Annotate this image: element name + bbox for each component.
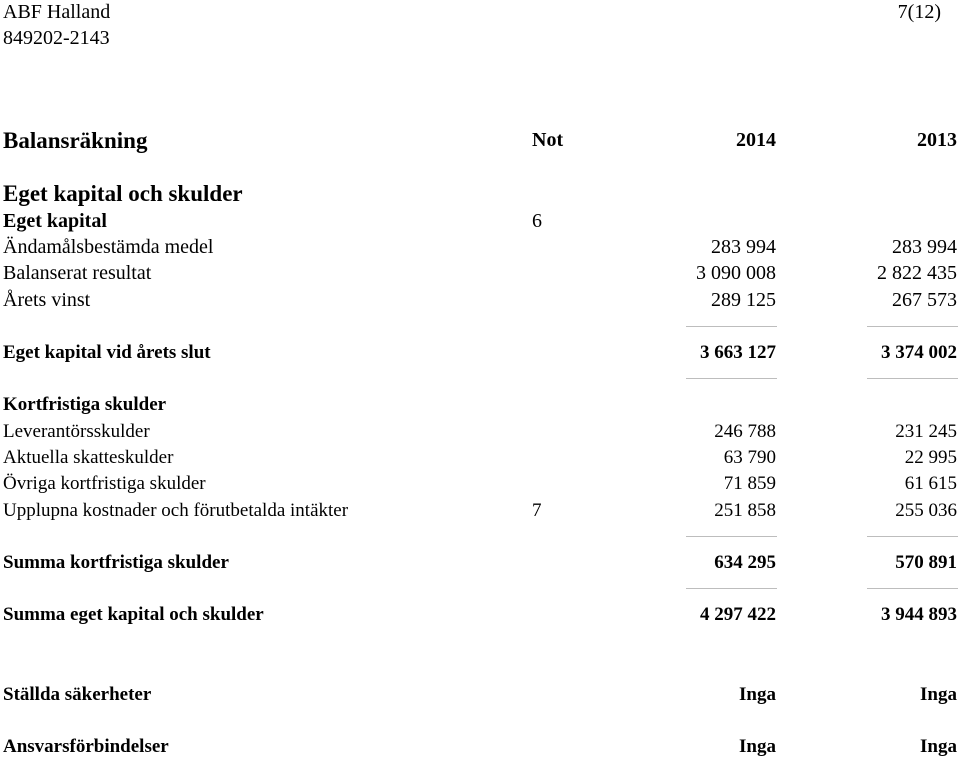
grand-total-row [0, 604, 960, 628]
row-label: Eget kapital vid årets slut [3, 342, 211, 363]
contingent-row [0, 736, 960, 760]
table-row [0, 473, 960, 497]
row-label: Övriga kortfristiga skulder [3, 473, 206, 494]
note-reference: 7 [532, 500, 542, 521]
value-2013: 3 374 002 [881, 342, 957, 363]
value-2013: 22 995 [904, 447, 957, 468]
value-2014: 634 295 [714, 552, 776, 573]
row-label: Upplupna kostnader och förutbetalda intäkter [3, 500, 349, 521]
value-2013: Inga [920, 684, 957, 705]
value-2014: 4 297 422 [700, 604, 776, 625]
org-number: 849202-2143 [3, 27, 110, 49]
liabilities-heading-row [0, 394, 960, 418]
table-row [0, 289, 960, 313]
row-label: Ändamålsbestämda medel [3, 236, 214, 258]
value-2013: 283 994 [892, 236, 957, 258]
value-2013: 3 944 893 [881, 604, 957, 625]
org-name: ABF Halland [3, 1, 111, 23]
divider [867, 536, 958, 537]
equity-total-row [0, 342, 960, 366]
value-2014: 283 994 [711, 236, 776, 258]
table-row [0, 500, 960, 524]
page-title: Balansräkning [3, 128, 148, 153]
divider [686, 378, 777, 379]
value-2014: Inga [739, 684, 776, 705]
value-2013: Inga [920, 736, 957, 757]
value-2014: 246 788 [714, 421, 776, 442]
equity-heading: Eget kapital [3, 210, 107, 232]
divider [686, 326, 777, 327]
row-label: Balanserat resultat [3, 262, 152, 284]
page-number: 7(12) [897, 1, 941, 23]
value-2013: 61 615 [904, 473, 957, 494]
row-label: Summa eget kapital och skulder [3, 604, 264, 625]
row-label: Leverantörsskulder [3, 421, 150, 442]
value-2013: 570 891 [895, 552, 957, 573]
value-2013: 231 245 [895, 421, 957, 442]
value-2014: 3 663 127 [700, 342, 776, 363]
value-2013: 2 822 435 [877, 262, 957, 284]
balance-sheet-header [0, 128, 960, 152]
value-2014: 3 090 008 [696, 262, 776, 284]
row-label: Summa kortfristiga skulder [3, 552, 229, 573]
divider [867, 588, 958, 589]
value-2014: 289 125 [711, 289, 776, 311]
equity-heading-row [0, 210, 960, 234]
row-label: Aktuella skatteskulder [3, 447, 174, 468]
divider [867, 378, 958, 379]
liabilities-heading: Kortfristiga skulder [3, 394, 167, 415]
table-row [0, 262, 960, 286]
divider [686, 536, 777, 537]
table-row [0, 236, 960, 260]
value-2014: 251 858 [714, 500, 776, 521]
table-row [0, 421, 960, 445]
value-2014: 71 859 [723, 473, 776, 494]
securities-row [0, 684, 960, 708]
divider [867, 326, 958, 327]
year-2013-header: 2013 [917, 129, 957, 151]
section-title: Eget kapital och skulder [3, 181, 243, 206]
value-2014: Inga [739, 736, 776, 757]
note-reference: 6 [532, 210, 542, 232]
row-label: Årets vinst [3, 289, 91, 311]
row-label: Ställda säkerheter [3, 684, 152, 705]
liabilities-total-row [0, 552, 960, 576]
divider [686, 588, 777, 589]
not-column-header: Not [532, 129, 564, 151]
row-label: Ansvarsförbindelser [3, 736, 169, 757]
value-2013: 267 573 [892, 289, 957, 311]
table-row [0, 447, 960, 471]
value-2014: 63 790 [723, 447, 776, 468]
year-2014-header: 2014 [736, 129, 776, 151]
value-2013: 255 036 [895, 500, 957, 521]
